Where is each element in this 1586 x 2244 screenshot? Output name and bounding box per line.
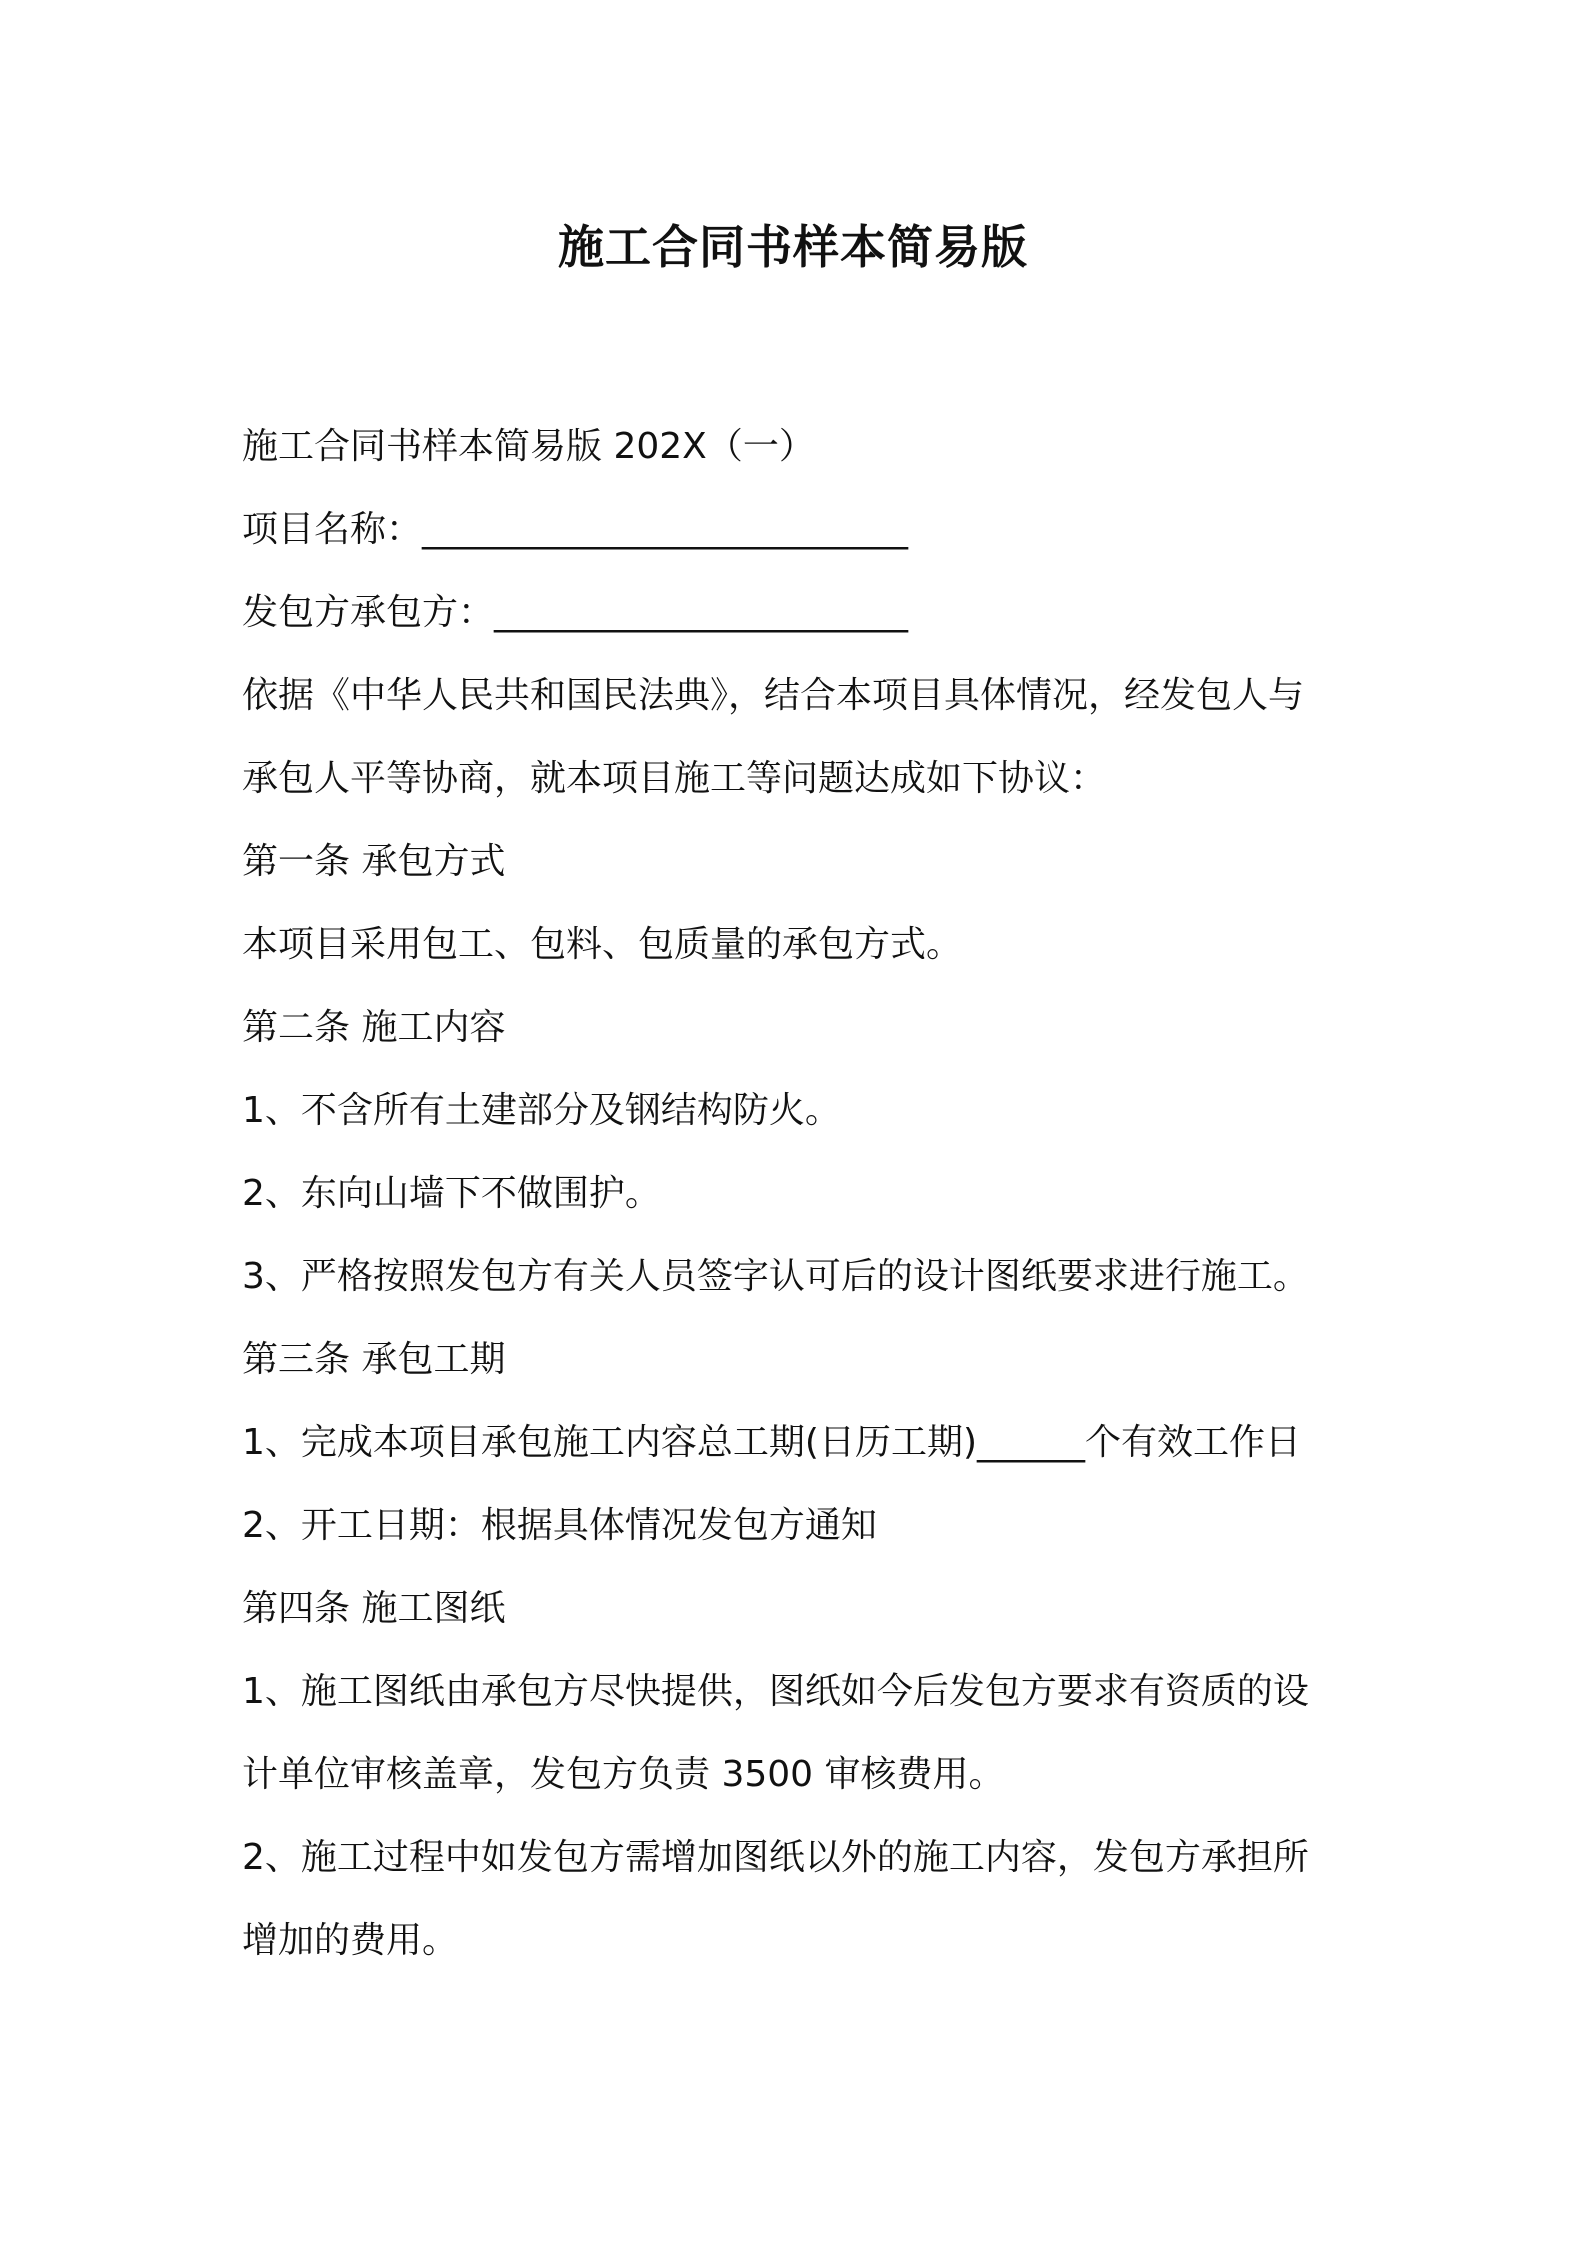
parties-field: 发包方承包方：_______________________ <box>242 592 909 633</box>
article-4-item-2-line-1: 2、施工过程中如发包方需增加图纸以外的施工内容，发包方承担所 <box>242 1837 1309 1878</box>
subtitle-line: 施工合同书样本简易版 202X（一） <box>242 426 815 467</box>
article-4-item-1-line-1: 1、施工图纸由承包方尽快提供，图纸如今后发包方要求有资质的设 <box>242 1671 1309 1712</box>
article-3-item-1: 1、完成本项目承包施工内容总工期(日历工期)______个有效工作日 <box>242 1422 1301 1463</box>
article-3-heading: 第三条 承包工期 <box>242 1339 506 1380</box>
article-3-item-2: 2、开工日期：根据具体情况发包方通知 <box>242 1505 877 1546</box>
preamble-line-1: 依据《中华人民共和国民法典》，结合本项目具体情况，经发包人与 <box>242 675 1305 716</box>
document-title: 施工合同书样本简易版 <box>558 220 1028 274</box>
preamble-line-2: 承包人平等协商，就本项目施工等问题达成如下协议： <box>242 758 1107 799</box>
article-2-item-3: 3、严格按照发包方有关人员签字认可后的设计图纸要求进行施工。 <box>242 1256 1309 1297</box>
article-2-item-2: 2、东向山墙下不做围护。 <box>242 1173 661 1214</box>
document-body <box>242 405 1362 1982</box>
article-4-item-1-line-2: 计单位审核盖章，发包方负责 3500 审核费用。 <box>242 1754 1005 1795</box>
article-2-item-1: 1、不含所有土建部分及钢结构防火。 <box>242 1090 841 1131</box>
article-2-heading: 第二条 施工内容 <box>242 1007 506 1048</box>
article-4-item-2-line-2: 增加的费用。 <box>242 1920 459 1961</box>
article-1-heading: 第一条 承包方式 <box>242 841 506 882</box>
project-name-field: 项目名称：___________________________ <box>242 509 909 550</box>
article-4-heading: 第四条 施工图纸 <box>242 1588 506 1629</box>
article-1-text: 本项目采用包工、包料、包质量的承包方式。 <box>242 924 963 965</box>
